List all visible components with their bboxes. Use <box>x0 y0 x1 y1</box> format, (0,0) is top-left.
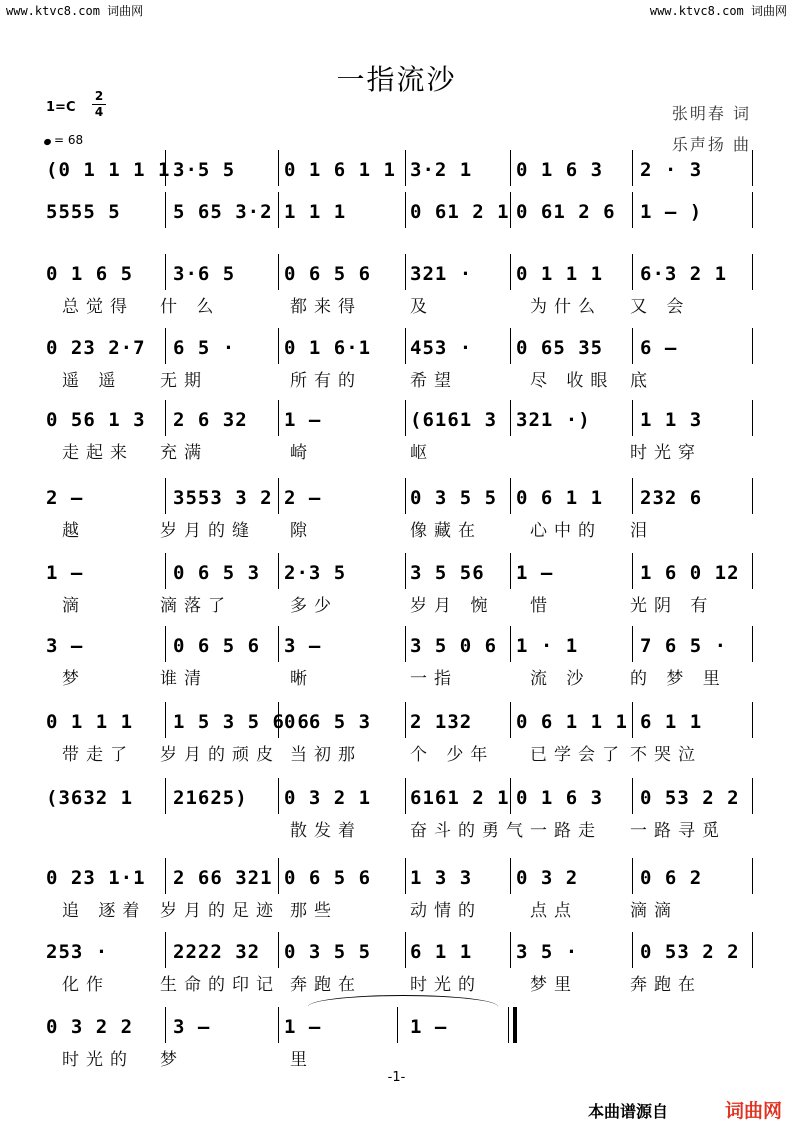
lyric-text: 所有的 <box>290 371 362 391</box>
lyricist-credit: 张明春 词 <box>671 104 751 123</box>
barline <box>632 328 633 364</box>
lyric-text: 点点 <box>530 901 578 921</box>
barline <box>632 778 633 814</box>
lyric-text: 奋斗的勇气 <box>410 821 530 841</box>
barline <box>752 932 753 968</box>
measure-notes: 0 1 6 3 <box>516 787 604 809</box>
source-label: 本曲谱源自 <box>588 1102 669 1121</box>
measure-notes: 3 – <box>173 1016 211 1038</box>
barline <box>752 150 753 186</box>
lyric-text: 化作 <box>62 975 110 995</box>
score-row <box>0 634 793 688</box>
barline <box>510 702 511 738</box>
lyric-text: 梦 <box>62 669 86 689</box>
lyric-text: 滴 <box>62 596 86 616</box>
barline <box>278 192 279 228</box>
measure-notes: 1 1 1 <box>284 201 347 223</box>
measure-notes: 2 132 <box>410 711 473 733</box>
lyric-text: 流 沙 <box>530 669 591 689</box>
measure-notes: 0 6 1 1 1 <box>516 711 628 733</box>
measure-notes: (0 1 1 1 1 <box>46 159 171 181</box>
lyric-text: 充满 <box>160 443 208 463</box>
barline <box>165 1007 166 1043</box>
lyric-text: 已学会了 <box>530 745 626 765</box>
lyric-text: 奔跑在 <box>630 975 702 995</box>
barline <box>510 932 511 968</box>
barline <box>510 626 511 662</box>
lyric-text: 滴落了 <box>160 596 232 616</box>
score-row <box>0 786 793 840</box>
measure-notes: 3·6 5 <box>173 263 236 285</box>
barline <box>510 192 511 228</box>
lyric-text: 岁月 惋 <box>410 596 495 616</box>
lyric-text: 那些 <box>290 901 338 921</box>
measure-notes: 2·3 5 <box>284 562 347 584</box>
lyric-text: 梦里 <box>530 975 578 995</box>
barline <box>752 553 753 589</box>
lyric-text: 惜 <box>530 596 554 616</box>
lyric-text: 岁月的顽皮 <box>160 745 280 765</box>
measure-notes: 21625) <box>173 787 248 809</box>
barline <box>165 254 166 290</box>
measure-notes: 0 6 5 6 <box>284 263 372 285</box>
barline <box>165 778 166 814</box>
score-row <box>0 866 793 920</box>
barline <box>165 478 166 514</box>
barline <box>752 778 753 814</box>
measure-notes: 0 6 5 6 <box>284 867 372 889</box>
score-row <box>0 561 793 615</box>
lyric-text: 带走了 <box>62 745 134 765</box>
lyric-text: 不哭泣 <box>630 745 702 765</box>
measure-notes: 6 1 1 <box>640 711 703 733</box>
tempo-value: = 68 <box>54 133 84 147</box>
measure-notes: 1 6 0 12 <box>640 562 740 584</box>
measure-notes: 3 5 56 <box>410 562 485 584</box>
meter-top: 2 <box>94 89 104 103</box>
measure-notes: 3·5 5 <box>173 159 236 181</box>
measure-notes: 0 3 2 2 <box>46 1016 134 1038</box>
lyric-text: 多少 <box>290 596 338 616</box>
barline <box>752 626 753 662</box>
barline <box>632 254 633 290</box>
tie-arc <box>308 995 498 1018</box>
score-row <box>0 486 793 540</box>
measure-notes: 0 1 6 5 <box>46 263 134 285</box>
lyric-text: 又 会 <box>630 297 691 317</box>
score-row <box>0 262 793 316</box>
measure-notes: 6 5 · <box>173 337 236 359</box>
lyric-text: 总觉得 <box>62 297 134 317</box>
lyric-text: 晰 <box>290 669 314 689</box>
barline <box>632 932 633 968</box>
lyric-text: 时光穿 <box>630 443 702 463</box>
measure-notes: 0 56 1 3 <box>46 409 146 431</box>
time-signature <box>92 90 106 119</box>
score-row <box>0 200 793 254</box>
measure-notes: 3 – <box>284 635 322 657</box>
site-logo: 词曲网 <box>725 1100 783 1122</box>
lyric-text: 希望 <box>410 371 458 391</box>
barline <box>752 254 753 290</box>
barline <box>510 400 511 436</box>
lyric-text: 梦 <box>160 1050 184 1070</box>
measure-notes: 0 3 5 5 <box>284 941 372 963</box>
barline <box>752 858 753 894</box>
measure-notes: 0 6 5 3 <box>173 562 261 584</box>
measure-notes: 2 – <box>46 487 84 509</box>
lyric-text: 岁月的足迹 <box>160 901 280 921</box>
barline <box>510 778 511 814</box>
score-row <box>0 940 793 994</box>
lyric-text: 隙 <box>290 521 314 541</box>
lyric-text: 个 少年 <box>410 745 495 765</box>
barline <box>278 858 279 894</box>
measure-notes: 3553 3 2 <box>173 487 273 509</box>
barline <box>405 932 406 968</box>
measure-notes: 3 – <box>46 635 84 657</box>
score-row <box>0 408 793 462</box>
measure-notes: 3·2 1 <box>410 159 473 181</box>
measure-notes: 0 3 5 5 <box>410 487 498 509</box>
measure-notes: 0 53 2 2 <box>640 941 740 963</box>
measure-notes: 2 66 321 <box>173 867 273 889</box>
measure-notes: 1 5 3 5 6 6 <box>173 711 310 733</box>
measure-notes: 232 6 <box>640 487 703 509</box>
barline <box>510 553 511 589</box>
barline <box>632 400 633 436</box>
lyric-text: 崎 <box>290 443 314 463</box>
watermark-left: www.ktvc8.com 词曲网 <box>6 4 144 18</box>
key-signature: 1=C <box>46 100 76 115</box>
barline <box>405 553 406 589</box>
lyric-text: 滴滴 <box>630 901 678 921</box>
measure-notes: 1 – ) <box>640 201 703 223</box>
measure-notes: 1 3 3 <box>410 867 473 889</box>
barline <box>278 254 279 290</box>
lyric-text: 都来得 <box>290 297 362 317</box>
measure-notes: 0 1 1 1 <box>46 711 134 733</box>
barline <box>278 626 279 662</box>
barline <box>278 932 279 968</box>
barline <box>510 858 511 894</box>
composer-credit: 乐声扬 曲 <box>671 135 751 154</box>
barline <box>632 192 633 228</box>
barline <box>278 478 279 514</box>
barline <box>278 778 279 814</box>
measure-notes: 0 6 1 1 <box>516 487 604 509</box>
measure-notes: 0 23 1·1 <box>46 867 146 889</box>
measure-notes: 321 ·) <box>516 409 591 431</box>
barline <box>632 702 633 738</box>
barline <box>278 328 279 364</box>
lyric-text: 光阴 有 <box>630 596 715 616</box>
measure-notes: 1 – <box>284 1016 322 1038</box>
measure-notes: 6 – <box>640 337 678 359</box>
measure-notes: 0 61 2 1 <box>410 201 510 223</box>
lyric-text: 一路走 <box>530 821 602 841</box>
measure-notes: 0 61 2 6 <box>516 201 616 223</box>
measure-notes: 0 23 2·7 <box>46 337 146 359</box>
page-number: -1- <box>387 1070 406 1085</box>
barline <box>752 328 753 364</box>
measure-notes: 0 1 6 1 1 <box>284 159 396 181</box>
measure-notes: (3632 1 <box>46 787 134 809</box>
lyric-text: 散发着 <box>290 821 362 841</box>
measure-notes: 0 6 5 6 <box>173 635 261 657</box>
measure-notes: 1 1 3 <box>640 409 703 431</box>
barline <box>632 858 633 894</box>
lyric-text: 走起来 <box>62 443 134 463</box>
watermark-right: www.ktvc8.com 词曲网 <box>649 4 787 18</box>
barline <box>165 932 166 968</box>
measure-notes: 0 65 35 <box>516 337 604 359</box>
lyric-text: 谁清 <box>160 669 208 689</box>
barline <box>278 1007 279 1043</box>
measure-notes: 6·3 2 1 <box>640 263 728 285</box>
barline <box>405 778 406 814</box>
measure-notes: 5 65 3·2 <box>173 201 273 223</box>
lyric-text: 追 逐着 <box>62 901 147 921</box>
measure-notes: 0 3 2 1 <box>284 787 372 809</box>
barline <box>405 478 406 514</box>
score-row <box>0 710 793 764</box>
barline <box>632 553 633 589</box>
score-row <box>0 1015 793 1069</box>
measure-notes: 5555 5 <box>46 201 121 223</box>
lyric-text: 为什么 <box>530 297 602 317</box>
measure-notes: 2222 32 <box>173 941 261 963</box>
barline <box>508 1007 509 1043</box>
score-row <box>0 336 793 390</box>
barline <box>632 478 633 514</box>
barline <box>510 478 511 514</box>
barline <box>752 400 753 436</box>
lyric-text: 一指 <box>410 669 458 689</box>
barline <box>405 192 406 228</box>
lyric-text: 奔跑在 <box>290 975 362 995</box>
barline <box>405 626 406 662</box>
lyric-text: 岖 <box>410 443 434 463</box>
barline <box>752 702 753 738</box>
barline <box>632 626 633 662</box>
lyric-text: 时光的 <box>62 1050 134 1070</box>
measure-notes: 2 · 3 <box>640 159 703 181</box>
measure-notes: 0 1 1 1 <box>516 263 604 285</box>
lyric-text: 心中的 <box>530 521 602 541</box>
barline <box>752 192 753 228</box>
lyric-text: 岁月的缝 <box>160 521 256 541</box>
barline <box>165 400 166 436</box>
measure-notes: 2 6 32 <box>173 409 248 431</box>
lyric-text: 里 <box>290 1050 314 1070</box>
barline <box>278 150 279 186</box>
barline <box>405 254 406 290</box>
barline <box>165 553 166 589</box>
lyric-text: 及 <box>410 297 434 317</box>
barline <box>165 192 166 228</box>
lyric-text: 一路寻觅 <box>630 821 726 841</box>
measure-notes: 3 5 · <box>516 941 579 963</box>
barline <box>165 702 166 738</box>
measure-notes: 7 6 5 · <box>640 635 728 657</box>
measure-notes: (6161 3 <box>410 409 498 431</box>
measure-notes: 1 – <box>410 1016 448 1038</box>
measure-notes: 6161 2 1 <box>410 787 510 809</box>
measure-notes: 1 – <box>516 562 554 584</box>
lyric-text: 越 <box>62 521 86 541</box>
measure-notes: 0 6 2 <box>640 867 703 889</box>
measure-notes: 321 · <box>410 263 473 285</box>
measure-notes: 3 5 0 6 <box>410 635 498 657</box>
lyric-text: 泪 <box>630 521 654 541</box>
barline <box>632 150 633 186</box>
lyric-text: 的 梦 里 <box>630 669 727 689</box>
measure-notes: 0 3 2 <box>516 867 579 889</box>
barline <box>165 328 166 364</box>
lyric-text: 遥 遥 <box>62 371 123 391</box>
measure-notes: 453 · <box>410 337 473 359</box>
barline <box>405 328 406 364</box>
barline <box>510 150 511 186</box>
measure-notes: 6 1 1 <box>410 941 473 963</box>
measure-notes: 1 – <box>46 562 84 584</box>
lyric-text: 当初那 <box>290 745 362 765</box>
lyric-text: 像藏在 <box>410 521 482 541</box>
barline <box>165 626 166 662</box>
lyric-text: 无期 <box>160 371 208 391</box>
lyric-text: 生命的印记 <box>160 975 280 995</box>
barline <box>510 328 511 364</box>
lyric-text: 尽 收眼 <box>530 371 615 391</box>
tempo-marking <box>44 133 83 147</box>
lyric-text: 动情的 <box>410 901 482 921</box>
meter-bottom: 4 <box>94 105 104 119</box>
measure-notes: 1 · 1 <box>516 635 579 657</box>
lyric-text: 底 <box>630 371 654 391</box>
barline <box>278 400 279 436</box>
measure-notes: 0 1 6 3 <box>516 159 604 181</box>
barline <box>405 702 406 738</box>
quarter-note-icon <box>43 138 52 146</box>
barline <box>405 150 406 186</box>
measure-notes: 0 1 6·1 <box>284 337 372 359</box>
lyric-text: 时光的 <box>410 975 482 995</box>
song-title: 一指流沙 <box>336 63 457 96</box>
final-barline <box>513 1007 517 1043</box>
barline <box>165 858 166 894</box>
measure-notes: 1 – <box>284 409 322 431</box>
measure-notes: 253 · <box>46 941 109 963</box>
barline <box>510 254 511 290</box>
measure-notes: 0 6 5 3 <box>284 711 372 733</box>
lyric-text: 什 么 <box>160 297 221 317</box>
barline <box>752 478 753 514</box>
barline <box>405 858 406 894</box>
barline <box>278 553 279 589</box>
measure-notes: 2 – <box>284 487 322 509</box>
measure-notes: 0 53 2 2 <box>640 787 740 809</box>
barline <box>405 400 406 436</box>
